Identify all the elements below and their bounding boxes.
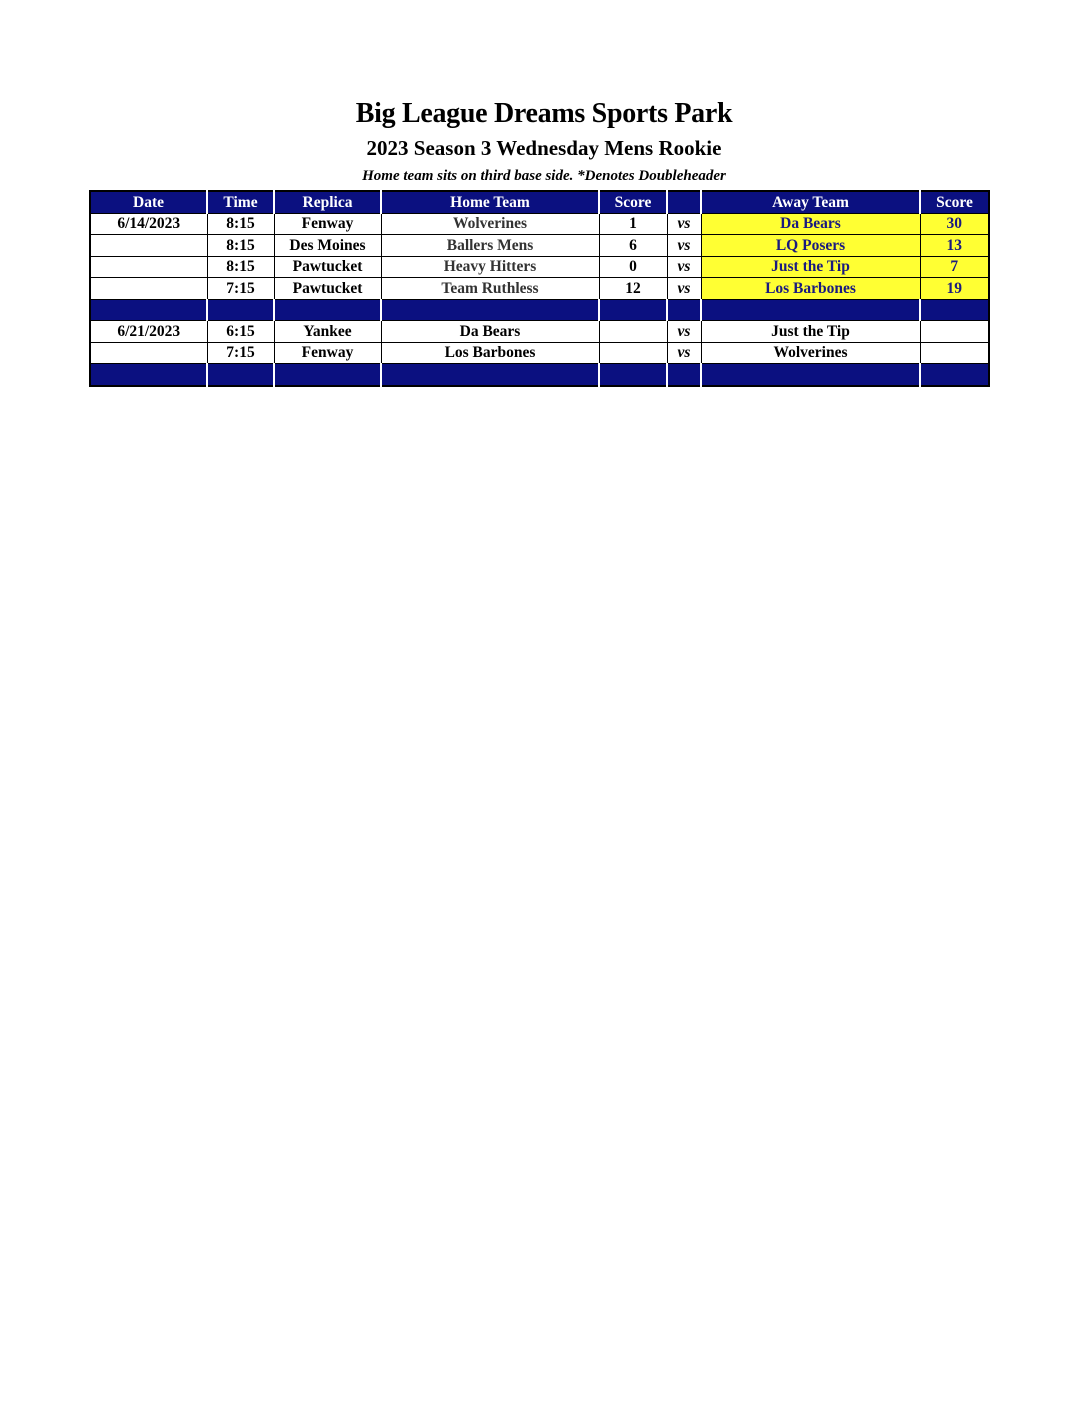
game-date [90, 235, 207, 257]
game-time: 8:15 [207, 213, 274, 235]
game-date: 6/14/2023 [90, 213, 207, 235]
home-score: 0 [599, 256, 667, 278]
vs-label: vs [667, 321, 701, 343]
game-time: 6:15 [207, 321, 274, 343]
separator-cell [701, 364, 920, 386]
col-header-away-team: Away Team [701, 191, 920, 213]
away-score: 7 [920, 256, 989, 278]
game-replica: Des Moines [274, 235, 381, 257]
col-header-home-score: Score [599, 191, 667, 213]
home-team: Da Bears [381, 321, 599, 343]
col-header-vs [667, 191, 701, 213]
home-team: Heavy Hitters [381, 256, 599, 278]
vs-label: vs [667, 278, 701, 300]
away-score [920, 342, 989, 364]
separator-cell [90, 364, 207, 386]
separator-cell [90, 299, 207, 321]
week-separator-row [90, 364, 989, 386]
home-score: 6 [599, 235, 667, 257]
separator-cell [599, 299, 667, 321]
separator-cell [381, 299, 599, 321]
game-date: 6/21/2023 [90, 321, 207, 343]
table-row [90, 235, 989, 257]
table-row [90, 278, 989, 300]
table-row [90, 342, 989, 364]
header-row [90, 191, 989, 213]
home-score: 1 [599, 213, 667, 235]
game-replica: Fenway [274, 342, 381, 364]
vs-label: vs [667, 235, 701, 257]
table-row [90, 256, 989, 278]
game-date [90, 278, 207, 300]
game-replica: Fenway [274, 213, 381, 235]
separator-cell [599, 364, 667, 386]
week-separator-row [90, 299, 989, 321]
away-team: Los Barbones [701, 278, 920, 300]
away-team: Wolverines [701, 342, 920, 364]
away-score: 13 [920, 235, 989, 257]
schedule-table [89, 190, 990, 387]
col-header-replica: Replica [274, 191, 381, 213]
separator-cell [920, 364, 989, 386]
page-title: Big League Dreams Sports Park [355, 98, 733, 129]
away-score: 19 [920, 278, 989, 300]
game-time: 8:15 [207, 256, 274, 278]
game-date [90, 256, 207, 278]
away-team: Da Bears [701, 213, 920, 235]
vs-label: vs [667, 213, 701, 235]
away-team: Just the Tip [701, 321, 920, 343]
away-score: 30 [920, 213, 989, 235]
separator-cell [701, 299, 920, 321]
home-team: Los Barbones [381, 342, 599, 364]
col-header-home-team: Home Team [381, 191, 599, 213]
col-header-away-score: Score [920, 191, 989, 213]
table-row [90, 213, 989, 235]
home-team: Ballers Mens [381, 235, 599, 257]
separator-cell [667, 299, 701, 321]
game-replica: Pawtucket [274, 278, 381, 300]
home-score [599, 321, 667, 343]
game-replica: Yankee [274, 321, 381, 343]
table-row [90, 321, 989, 343]
game-time: 7:15 [207, 342, 274, 364]
separator-cell [920, 299, 989, 321]
away-score [920, 321, 989, 343]
separator-cell [274, 299, 381, 321]
separator-cell [274, 364, 381, 386]
col-header-time: Time [207, 191, 274, 213]
home-team: Team Ruthless [381, 278, 599, 300]
game-replica: Pawtucket [274, 256, 381, 278]
game-time: 8:15 [207, 235, 274, 257]
separator-cell [381, 364, 599, 386]
away-team: Just the Tip [701, 256, 920, 278]
home-score: 12 [599, 278, 667, 300]
home-score [599, 342, 667, 364]
home-team: Wolverines [381, 213, 599, 235]
separator-cell [207, 299, 274, 321]
game-time: 7:15 [207, 278, 274, 300]
page-subtitle: 2023 Season 3 Wednesday Mens Rookie [366, 136, 722, 160]
col-header-date: Date [90, 191, 207, 213]
separator-cell [667, 364, 701, 386]
game-date [90, 342, 207, 364]
away-team: LQ Posers [701, 235, 920, 257]
separator-cell [207, 364, 274, 386]
schedule-note: Home team sits on third base side. *Denotes Doubleheader [362, 168, 726, 184]
vs-label: vs [667, 256, 701, 278]
vs-label: vs [667, 342, 701, 364]
